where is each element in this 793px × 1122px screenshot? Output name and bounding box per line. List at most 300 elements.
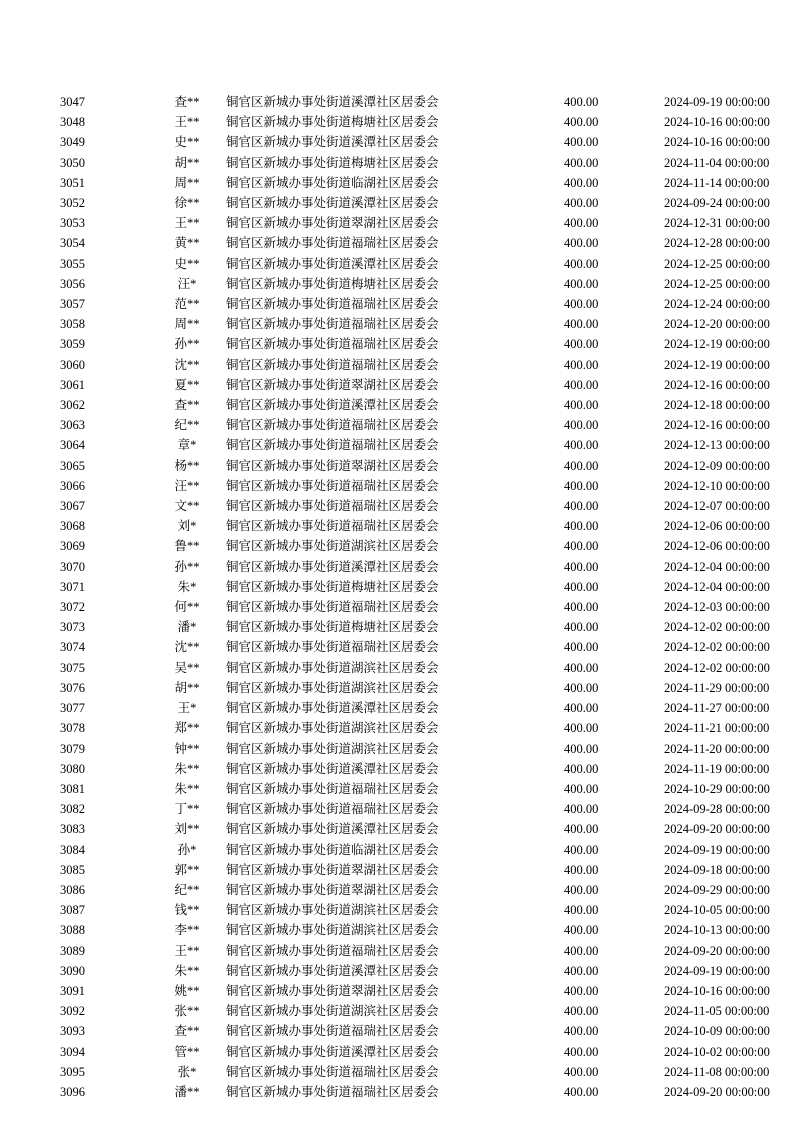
record-amount: 400.00	[564, 256, 599, 271]
record-name: 胡**	[174, 155, 200, 170]
spacer-cell	[494, 658, 564, 678]
spacer-cell	[494, 355, 564, 375]
table-row	[60, 173, 793, 193]
record-amount: 400.00	[564, 1084, 599, 1099]
record-date: 2024-12-10 00:00:00	[664, 478, 770, 493]
record-id: 3079	[60, 741, 85, 756]
record-org: 铜官区新城办事处街道溪潭社区居委会	[226, 701, 439, 716]
record-amount: 400.00	[564, 438, 599, 453]
record-org: 铜官区新城办事处街道福瑞社区居委会	[226, 317, 439, 332]
record-id: 3092	[60, 1004, 85, 1019]
record-date: 2024-11-29 00:00:00	[664, 680, 770, 695]
record-id: 3067	[60, 499, 85, 514]
spacer-cell	[494, 516, 564, 536]
record-org: 铜官区新城办事处街道福瑞社区居委会	[226, 1064, 439, 1079]
record-name: 潘*	[177, 620, 197, 635]
record-date: 2024-12-16 00:00:00	[664, 377, 770, 392]
spacer-cell	[494, 395, 564, 415]
record-date: 2024-12-09 00:00:00	[664, 458, 770, 473]
record-org: 铜官区新城办事处街道福瑞社区居委会	[226, 781, 439, 796]
record-org: 铜官区新城办事处街道湖滨社区居委会	[226, 680, 439, 695]
spacer-cell	[494, 254, 564, 274]
record-amount: 400.00	[564, 398, 599, 413]
record-amount: 400.00	[564, 882, 599, 897]
record-date: 2024-09-24 00:00:00	[664, 196, 770, 211]
record-amount: 400.00	[564, 983, 599, 998]
table-row	[60, 193, 793, 213]
record-date: 2024-12-19 00:00:00	[664, 357, 770, 372]
spacer-cell	[494, 274, 564, 294]
table-row	[60, 233, 793, 253]
table-row	[60, 941, 793, 961]
spacer-cell	[494, 132, 564, 152]
spacer-cell	[494, 415, 564, 435]
spacer-cell	[494, 739, 564, 759]
record-org: 铜官区新城办事处街道福瑞社区居委会	[226, 337, 439, 352]
record-id: 3058	[60, 317, 85, 332]
table-row	[60, 961, 793, 981]
record-amount: 400.00	[564, 822, 599, 837]
record-date: 2024-09-19 00:00:00	[664, 842, 770, 857]
record-name: 王**	[174, 943, 200, 958]
spacer-cell	[494, 456, 564, 476]
table-row	[60, 597, 793, 617]
record-amount: 400.00	[564, 95, 599, 109]
table-row	[60, 132, 793, 152]
record-date: 2024-09-19 00:00:00	[664, 963, 770, 978]
record-id: 3065	[60, 458, 85, 473]
record-amount: 400.00	[564, 1004, 599, 1019]
record-amount: 400.00	[564, 276, 599, 291]
record-org: 铜官区新城办事处街道湖滨社区居委会	[226, 1004, 439, 1019]
record-date: 2024-10-05 00:00:00	[664, 903, 770, 918]
record-name: 丁**	[174, 802, 200, 817]
record-date: 2024-11-08 00:00:00	[664, 1064, 770, 1079]
record-date: 2024-12-24 00:00:00	[664, 297, 770, 312]
record-id: 3059	[60, 337, 85, 352]
record-amount: 400.00	[564, 236, 599, 251]
spacer-cell	[494, 92, 564, 112]
record-id: 3071	[60, 579, 85, 594]
record-id: 3084	[60, 842, 85, 857]
table-row	[60, 213, 793, 233]
record-org: 铜官区新城办事处街道福瑞社区居委会	[226, 499, 439, 514]
record-name: 朱**	[174, 761, 200, 776]
record-name: 查**	[174, 1024, 200, 1039]
record-amount: 400.00	[564, 963, 599, 978]
record-date: 2024-12-13 00:00:00	[664, 438, 770, 453]
record-amount: 400.00	[564, 458, 599, 473]
table-row	[60, 1062, 793, 1082]
record-id: 3050	[60, 155, 85, 170]
record-amount: 400.00	[564, 519, 599, 534]
record-name: 王*	[177, 701, 197, 716]
spacer-cell	[494, 981, 564, 1001]
record-org: 铜官区新城办事处街道福瑞社区居委会	[226, 519, 439, 534]
table-row	[60, 920, 793, 940]
record-name: 胡**	[174, 680, 200, 695]
record-amount: 400.00	[564, 640, 599, 655]
record-amount: 400.00	[564, 499, 599, 514]
record-id: 3090	[60, 963, 85, 978]
record-name: 姚**	[174, 983, 200, 998]
record-date: 2024-10-02 00:00:00	[664, 1044, 770, 1059]
record-amount: 400.00	[564, 196, 599, 211]
spacer-cell	[494, 577, 564, 597]
record-amount: 400.00	[564, 155, 599, 170]
record-date: 2024-12-19 00:00:00	[664, 337, 770, 352]
record-date: 2024-09-28 00:00:00	[664, 802, 770, 817]
record-name: 周**	[174, 175, 200, 190]
table-row	[60, 739, 793, 759]
record-org: 铜官区新城办事处街道福瑞社区居委会	[226, 297, 439, 312]
record-amount: 400.00	[564, 842, 599, 857]
record-name: 吴**	[174, 660, 200, 675]
spacer-cell	[494, 173, 564, 193]
record-name: 沈**	[174, 640, 200, 655]
record-id: 3087	[60, 903, 85, 918]
record-name: 黄**	[174, 236, 200, 251]
record-name: 张**	[174, 1004, 200, 1019]
record-date: 2024-11-14 00:00:00	[664, 175, 770, 190]
record-date: 2024-10-16 00:00:00	[664, 983, 770, 998]
table-row	[60, 637, 793, 657]
spacer-cell	[494, 637, 564, 657]
record-org: 铜官区新城办事处街道翠湖社区居委会	[226, 458, 439, 473]
record-name: 查**	[174, 95, 200, 109]
record-name: 夏**	[174, 377, 200, 392]
record-name: 张*	[177, 1064, 197, 1079]
record-name: 纪**	[174, 882, 200, 897]
record-date: 2024-11-04 00:00:00	[664, 155, 770, 170]
record-amount: 400.00	[564, 579, 599, 594]
record-amount: 400.00	[564, 337, 599, 352]
record-id: 3055	[60, 256, 85, 271]
table-row	[60, 658, 793, 678]
record-amount: 400.00	[564, 781, 599, 796]
record-org: 铜官区新城办事处街道福瑞社区居委会	[226, 802, 439, 817]
table-row	[60, 274, 793, 294]
record-amount: 400.00	[564, 377, 599, 392]
record-amount: 400.00	[564, 1024, 599, 1039]
table-row	[60, 153, 793, 173]
record-name: 徐**	[174, 196, 200, 211]
record-id: 3062	[60, 398, 85, 413]
record-amount: 400.00	[564, 297, 599, 312]
record-name: 史**	[174, 256, 200, 271]
spacer-cell	[494, 961, 564, 981]
record-org: 铜官区新城办事处街道梅塘社区居委会	[226, 155, 439, 170]
record-id: 3078	[60, 721, 85, 736]
record-org: 铜官区新城办事处街道湖滨社区居委会	[226, 741, 439, 756]
record-date: 2024-12-20 00:00:00	[664, 317, 770, 332]
record-amount: 400.00	[564, 115, 599, 130]
record-name: 钟**	[174, 741, 200, 756]
spacer-cell	[494, 819, 564, 839]
record-amount: 400.00	[564, 680, 599, 695]
record-org: 铜官区新城办事处街道溪潭社区居委会	[226, 398, 439, 413]
record-id: 3047	[60, 95, 85, 109]
record-date: 2024-12-18 00:00:00	[664, 398, 770, 413]
spacer-cell	[494, 1042, 564, 1062]
records-table-body	[60, 92, 793, 1102]
table-row	[60, 112, 793, 132]
record-org: 铜官区新城办事处街道临湖社区居委会	[226, 842, 439, 857]
record-date: 2024-12-31 00:00:00	[664, 216, 770, 231]
record-id: 3051	[60, 175, 85, 190]
record-amount: 400.00	[564, 802, 599, 817]
table-row	[60, 355, 793, 375]
record-date: 2024-11-19 00:00:00	[664, 761, 770, 776]
record-name: 汪*	[177, 276, 197, 291]
record-id: 3066	[60, 478, 85, 493]
record-date: 2024-12-06 00:00:00	[664, 539, 770, 554]
table-row	[60, 536, 793, 556]
record-date: 2024-09-18 00:00:00	[664, 862, 770, 877]
spacer-cell	[494, 1082, 564, 1102]
record-amount: 400.00	[564, 478, 599, 493]
spacer-cell	[494, 536, 564, 556]
record-org: 铜官区新城办事处街道翠湖社区居委会	[226, 862, 439, 877]
record-id: 3089	[60, 943, 85, 958]
record-org: 铜官区新城办事处街道湖滨社区居委会	[226, 660, 439, 675]
record-date: 2024-11-20 00:00:00	[664, 741, 770, 756]
record-org: 铜官区新城办事处街道福瑞社区居委会	[226, 943, 439, 958]
record-date: 2024-11-27 00:00:00	[664, 701, 770, 716]
spacer-cell	[494, 860, 564, 880]
table-row	[60, 900, 793, 920]
record-org: 铜官区新城办事处街道福瑞社区居委会	[226, 357, 439, 372]
record-org: 铜官区新城办事处街道翠湖社区居委会	[226, 983, 439, 998]
record-name: 孙**	[174, 337, 200, 352]
spacer-cell	[494, 153, 564, 173]
spacer-cell	[494, 597, 564, 617]
record-name: 李**	[174, 923, 200, 938]
record-date: 2024-09-20 00:00:00	[664, 822, 770, 837]
record-amount: 400.00	[564, 357, 599, 372]
record-amount: 400.00	[564, 539, 599, 554]
record-name: 纪**	[174, 418, 200, 433]
record-date: 2024-12-06 00:00:00	[664, 519, 770, 534]
record-id: 3063	[60, 418, 85, 433]
record-date: 2024-12-02 00:00:00	[664, 620, 770, 635]
table-row	[60, 1021, 793, 1041]
record-org: 铜官区新城办事处街道湖滨社区居委会	[226, 903, 439, 918]
table-row	[60, 1001, 793, 1021]
record-amount: 400.00	[564, 216, 599, 231]
spacer-cell	[494, 900, 564, 920]
record-name: 孙*	[177, 842, 197, 857]
spacer-cell	[494, 698, 564, 718]
record-amount: 400.00	[564, 660, 599, 675]
record-name: 刘*	[177, 519, 197, 534]
record-org: 铜官区新城办事处街道溪潭社区居委会	[226, 822, 439, 837]
table-row	[60, 799, 793, 819]
table-row	[60, 698, 793, 718]
record-date: 2024-10-29 00:00:00	[664, 781, 770, 796]
table-row	[60, 516, 793, 536]
table-row	[60, 456, 793, 476]
record-date: 2024-12-25 00:00:00	[664, 256, 770, 271]
record-amount: 400.00	[564, 175, 599, 190]
record-date: 2024-10-16 00:00:00	[664, 115, 770, 130]
table-row	[60, 92, 793, 112]
table-row	[60, 294, 793, 314]
record-date: 2024-10-13 00:00:00	[664, 923, 770, 938]
record-id: 3054	[60, 236, 85, 251]
record-org: 铜官区新城办事处街道湖滨社区居委会	[226, 721, 439, 736]
record-amount: 400.00	[564, 317, 599, 332]
table-row	[60, 395, 793, 415]
record-date: 2024-09-19 00:00:00	[664, 95, 770, 109]
record-id: 3049	[60, 135, 85, 150]
record-id: 3068	[60, 519, 85, 534]
record-id: 3094	[60, 1044, 85, 1059]
record-amount: 400.00	[564, 600, 599, 615]
record-name: 沈**	[174, 357, 200, 372]
record-id: 3070	[60, 559, 85, 574]
spacer-cell	[494, 314, 564, 334]
record-amount: 400.00	[564, 923, 599, 938]
record-org: 铜官区新城办事处街道溪潭社区居委会	[226, 256, 439, 271]
record-org: 铜官区新城办事处街道梅塘社区居委会	[226, 579, 439, 594]
record-id: 3064	[60, 438, 85, 453]
record-id: 3086	[60, 882, 85, 897]
spacer-cell	[494, 617, 564, 637]
record-org: 铜官区新城办事处街道翠湖社区居委会	[226, 377, 439, 392]
record-name: 王**	[174, 115, 200, 130]
table-row	[60, 819, 793, 839]
spacer-cell	[494, 233, 564, 253]
record-name: 文**	[174, 499, 200, 514]
spacer-cell	[494, 799, 564, 819]
table-row	[60, 334, 793, 354]
record-date: 2024-12-07 00:00:00	[664, 499, 770, 514]
record-amount: 400.00	[564, 418, 599, 433]
record-id: 3061	[60, 377, 85, 392]
record-org: 铜官区新城办事处街道湖滨社区居委会	[226, 539, 439, 554]
spacer-cell	[494, 476, 564, 496]
record-name: 管**	[174, 1044, 200, 1059]
record-id: 3096	[60, 1084, 85, 1099]
record-id: 3083	[60, 822, 85, 837]
spacer-cell	[494, 779, 564, 799]
table-row	[60, 1082, 793, 1102]
record-id: 3081	[60, 781, 85, 796]
record-org: 铜官区新城办事处街道福瑞社区居委会	[226, 236, 439, 251]
record-org: 铜官区新城办事处街道溪潭社区居委会	[226, 95, 439, 109]
table-row	[60, 577, 793, 597]
spacer-cell	[494, 718, 564, 738]
record-org: 铜官区新城办事处街道翠湖社区居委会	[226, 216, 439, 231]
records-table	[60, 92, 793, 1102]
record-org: 铜官区新城办事处街道福瑞社区居委会	[226, 1024, 439, 1039]
record-amount: 400.00	[564, 1044, 599, 1059]
record-id: 3091	[60, 983, 85, 998]
record-org: 铜官区新城办事处街道翠湖社区居委会	[226, 882, 439, 897]
record-name: 杨**	[174, 458, 200, 473]
table-row	[60, 254, 793, 274]
record-amount: 400.00	[564, 701, 599, 716]
record-org: 铜官区新城办事处街道福瑞社区居委会	[226, 438, 439, 453]
record-date: 2024-12-02 00:00:00	[664, 660, 770, 675]
record-date: 2024-10-16 00:00:00	[664, 135, 770, 150]
record-org: 铜官区新城办事处街道溪潭社区居委会	[226, 963, 439, 978]
spacer-cell	[494, 496, 564, 516]
spacer-cell	[494, 213, 564, 233]
spacer-cell	[494, 840, 564, 860]
record-id: 3048	[60, 115, 85, 130]
record-id: 3056	[60, 276, 85, 291]
spacer-cell	[494, 334, 564, 354]
record-org: 铜官区新城办事处街道福瑞社区居委会	[226, 418, 439, 433]
record-name: 朱**	[174, 781, 200, 796]
record-date: 2024-12-04 00:00:00	[664, 579, 770, 594]
record-date: 2024-12-02 00:00:00	[664, 640, 770, 655]
record-amount: 400.00	[564, 862, 599, 877]
record-org: 铜官区新城办事处街道溪潭社区居委会	[226, 1044, 439, 1059]
record-name: 孙**	[174, 559, 200, 574]
table-row	[60, 678, 793, 698]
spacer-cell	[494, 941, 564, 961]
record-name: 史**	[174, 135, 200, 150]
record-org: 铜官区新城办事处街道溪潭社区居委会	[226, 135, 439, 150]
record-id: 3073	[60, 620, 85, 635]
record-name: 何**	[174, 600, 200, 615]
record-org: 铜官区新城办事处街道湖滨社区居委会	[226, 923, 439, 938]
record-id: 3052	[60, 196, 85, 211]
record-amount: 400.00	[564, 559, 599, 574]
record-name: 王**	[174, 216, 200, 231]
table-row	[60, 779, 793, 799]
table-row	[60, 880, 793, 900]
record-org: 铜官区新城办事处街道福瑞社区居委会	[226, 1084, 439, 1099]
record-id: 3057	[60, 297, 85, 312]
record-date: 2024-10-09 00:00:00	[664, 1024, 770, 1039]
record-id: 3082	[60, 802, 85, 817]
table-row	[60, 617, 793, 637]
table-row	[60, 375, 793, 395]
spacer-cell	[494, 759, 564, 779]
record-date: 2024-11-05 00:00:00	[664, 1004, 770, 1019]
table-row	[60, 840, 793, 860]
record-name: 郭**	[174, 862, 200, 877]
record-name: 朱*	[177, 579, 197, 594]
record-org: 铜官区新城办事处街道溪潭社区居委会	[226, 761, 439, 776]
spacer-cell	[494, 112, 564, 132]
record-id: 3060	[60, 357, 85, 372]
spacer-cell	[494, 557, 564, 577]
spacer-cell	[494, 920, 564, 940]
record-name: 郑**	[174, 721, 200, 736]
record-name: 潘**	[174, 1084, 200, 1099]
record-org: 铜官区新城办事处街道福瑞社区居委会	[226, 640, 439, 655]
record-id: 3072	[60, 600, 85, 615]
record-amount: 400.00	[564, 761, 599, 776]
table-row	[60, 759, 793, 779]
record-name: 鲁**	[174, 539, 200, 554]
record-amount: 400.00	[564, 1064, 599, 1079]
record-amount: 400.00	[564, 620, 599, 635]
record-org: 铜官区新城办事处街道福瑞社区居委会	[226, 600, 439, 615]
record-id: 3075	[60, 660, 85, 675]
record-org: 铜官区新城办事处街道福瑞社区居委会	[226, 478, 439, 493]
spacer-cell	[494, 1001, 564, 1021]
spacer-cell	[494, 294, 564, 314]
record-id: 3069	[60, 539, 85, 554]
record-name: 章*	[177, 438, 197, 453]
table-row	[60, 1042, 793, 1062]
